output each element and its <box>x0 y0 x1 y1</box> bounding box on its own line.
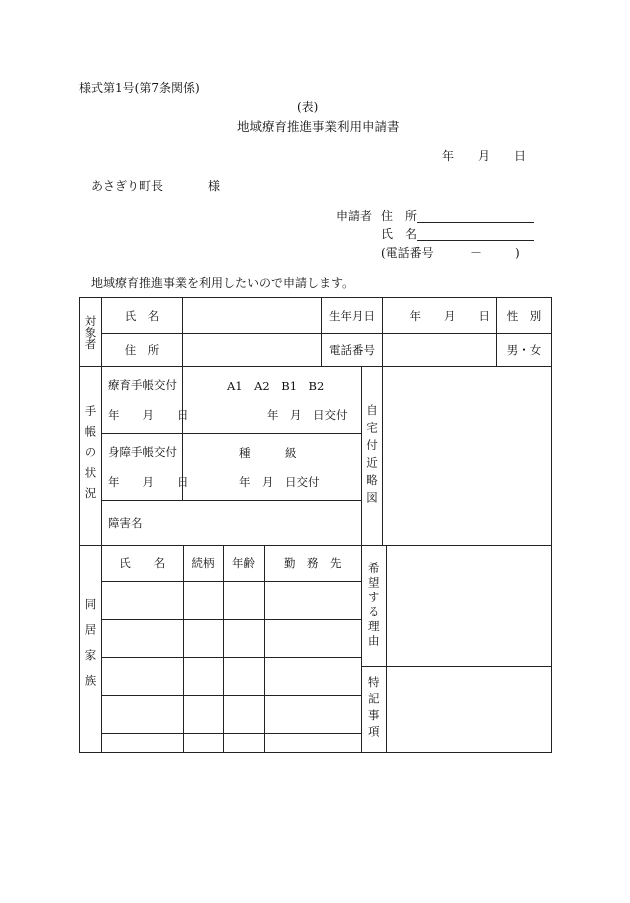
family-relation-field[interactable] <box>183 695 223 733</box>
subject-name-field[interactable] <box>183 298 322 334</box>
applicant-address-line[interactable] <box>417 222 534 223</box>
addressee-suffix: 様 <box>208 179 221 193</box>
family-workplace-field[interactable] <box>264 695 361 733</box>
ryoiku-date[interactable]: 年 月 日 <box>108 408 189 422</box>
notes-field[interactable] <box>386 666 551 752</box>
addressee: あさぎり町長 <box>91 179 164 193</box>
notes-label: 特記事項 <box>362 666 386 752</box>
family-relation-field[interactable] <box>183 657 223 695</box>
subject-phone-label: 電話番号 <box>322 334 383 367</box>
date-line: 年 月 日 <box>442 149 527 163</box>
document-title: 地域療育推進事業利用申請書 <box>237 119 400 134</box>
subject-sex-value[interactable]: 男・女 <box>497 334 552 367</box>
family-row <box>102 657 361 695</box>
subject-address-label: 住 所 <box>102 334 183 367</box>
subject-name-label: 氏 名 <box>102 298 183 334</box>
family-name-field[interactable] <box>102 733 183 752</box>
family-name-field[interactable] <box>102 619 183 657</box>
shinsho-kind-grade[interactable]: 種 級 <box>239 446 297 460</box>
family-header-name: 氏 名 <box>102 546 183 581</box>
reason-notes-table <box>362 546 551 752</box>
applicant-phone-close: ) <box>515 246 520 260</box>
applicant-phone-label: (電話番号 <box>381 246 434 260</box>
family-row <box>102 581 361 619</box>
disability-name-field[interactable] <box>102 501 362 546</box>
family-age-field[interactable] <box>223 695 264 733</box>
family-age-field[interactable] <box>223 581 264 619</box>
family-relation-field[interactable] <box>183 733 223 752</box>
ryoiku-label: 療育手帳交付 <box>108 378 177 392</box>
ryoiku-cell <box>102 367 189 434</box>
applicant-address-label: 住 所 <box>381 209 418 223</box>
family-age-field[interactable] <box>223 619 264 657</box>
family-workplace-field[interactable] <box>264 733 361 752</box>
shinsho-issue-date[interactable]: 年 月 日交付 <box>239 475 320 489</box>
shinsho-detail-cell <box>183 434 362 501</box>
statement: 地域療育推進事業を利用したいので申請します。 <box>91 276 355 290</box>
shinsho-date[interactable]: 年 月 日 <box>108 475 189 489</box>
family-age-field[interactable] <box>223 657 264 695</box>
family-header-age: 年齢 <box>223 546 264 581</box>
applicant-phone-dash: － <box>470 246 483 260</box>
family-row <box>102 695 361 733</box>
disability-label: 障害名 <box>108 516 143 530</box>
family-row <box>102 619 361 657</box>
map-area[interactable] <box>383 367 552 546</box>
reason-field[interactable] <box>386 546 551 666</box>
subject-sex-label: 性 別 <box>497 298 552 334</box>
family-relation-field[interactable] <box>183 581 223 619</box>
family-workplace-field[interactable] <box>264 619 361 657</box>
family-row <box>102 733 361 752</box>
side-label: (表) <box>297 100 319 114</box>
map-label: 自宅付近略図 <box>362 367 383 546</box>
applicant-label: 申請者 <box>336 209 373 223</box>
subject-phone-field[interactable] <box>383 334 497 367</box>
family-workplace-field[interactable] <box>264 581 361 619</box>
family-age-field[interactable] <box>223 733 264 752</box>
reason-notes-cell <box>362 546 552 753</box>
reason-label: 希望する理由 <box>362 546 386 666</box>
applicant-name-label: 氏 名 <box>381 227 418 241</box>
family-header-relation: 続柄 <box>183 546 223 581</box>
shinsho-label: 身障手帳交付 <box>108 445 177 459</box>
ryoiku-issue-date[interactable]: 年 月 日交付 <box>267 408 348 422</box>
subject-group-label: 対象者 <box>80 298 102 367</box>
form-number: 様式第1号(第7条関係) <box>79 81 200 95</box>
family-name-field[interactable] <box>102 581 183 619</box>
shinsho-cell <box>102 434 189 501</box>
ryoiku-detail-cell <box>183 367 362 434</box>
ryoiku-grades[interactable]: A1 A2 B1 B2 <box>227 379 325 393</box>
family-group-label: 同居家族 <box>80 546 102 753</box>
family-workplace-field[interactable] <box>264 657 361 695</box>
subject-birth-label: 生年月日 <box>322 298 383 334</box>
applicant-name-line[interactable] <box>417 240 534 241</box>
family-name-field[interactable] <box>102 657 183 695</box>
family-table <box>102 546 361 752</box>
family-table-cell <box>102 546 362 753</box>
application-form-table <box>79 297 552 753</box>
handbook-group-label: 手帳の状況 <box>80 367 102 546</box>
subject-address-field[interactable] <box>183 334 322 367</box>
family-header-workplace: 勤 務 先 <box>264 546 361 581</box>
family-relation-field[interactable] <box>183 619 223 657</box>
family-name-field[interactable] <box>102 695 183 733</box>
subject-birth-value[interactable]: 年 月 日 <box>383 298 497 334</box>
